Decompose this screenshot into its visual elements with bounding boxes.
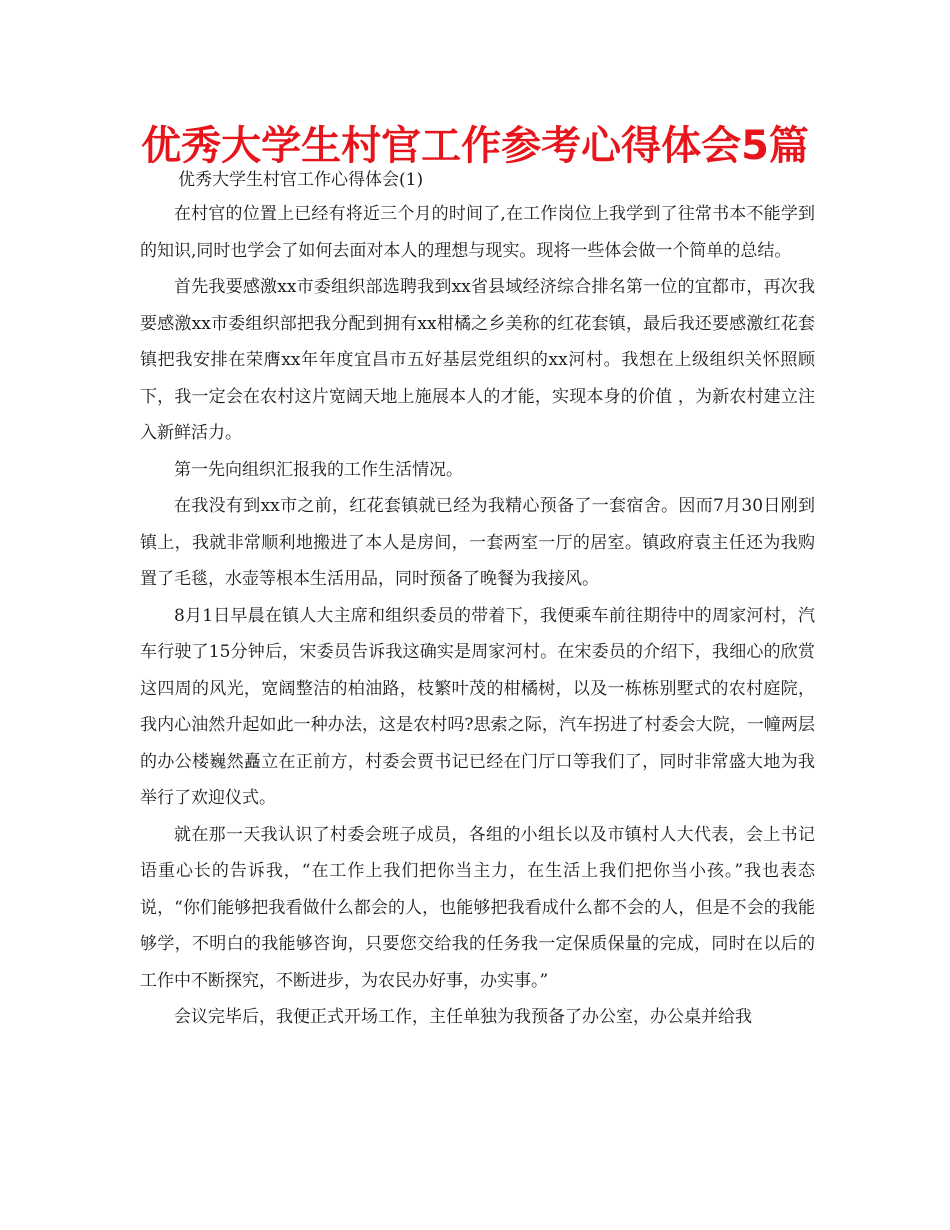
paragraph-2: 首先我要感激xx市委组织部选聘我到xx省县域经济综合排名第一位的宜都市，再次我要感激xx市委组织部把我分配到拥有xx柑橘之乡美称的红花套镇，最后我还要感激红花套镇把我安排在荣膺xx年年度宜昌市五好基层党组织的xx河村。我想在上级组织关怀照顾下，我一定会在农村这片宽阔天地上施展本人的才能，实现本身的价值 ，为新农村建立注入新鲜活力。 bbox=[140, 277, 815, 443]
paragraph-3: 第一先向组织汇报我的工作生活情况。 bbox=[174, 459, 463, 480]
paragraph-1: 在村官的位置上已经有将近三个月的时间了,在工作岗位上我学到了往常书本不能学到的知识,同时也学会了如何去面对本人的理想与现实。现将一些体会做一个简单的总结。 bbox=[140, 204, 815, 261]
document-subtitle: 优秀大学生村官工作心得体会(1) bbox=[178, 170, 424, 190]
paragraph-6: 就在那一天我认识了村委会班子成员，各组的小组长以及市镇村人大代表，会上书记语重心长的告诉我，“在工作上我们把你当主力，在生活上我们把你当小孩。”我也表态说，“你们能够把我看做什么都会的人，也能够把我看成什么都不会的人，但是不会的我能够学，不明白的我能够咨询，只要您交给我的任务我一定保质保量的完成，同时在以后的工作中不断探究，不断进步，为农民办好事，办实事。” bbox=[140, 824, 815, 991]
document-body bbox=[140, 196, 815, 1036]
paragraph-4: 在我没有到xx市之前，红花套镇就已经为我精心预备了一套宿舍。因而7月30日刚到镇上，我就非常顺利地搬进了本人是房间，一套两室一厅的居室。镇政府袁主任还为我购置了毛毯，水壶等根本生活用品，同时预备了晚餐为我接风。 bbox=[140, 496, 815, 589]
paragraph-7: 会议完毕后，我便正式开场工作，主任单独为我预备了办公室，办公桌并给我 bbox=[174, 1007, 752, 1027]
document-title: 优秀大学生村官工作参考心得体会5篇 bbox=[141, 123, 809, 169]
paragraph-5: 8月1日早晨在镇人大主席和组织委员的带着下，我便乘车前往期待中的周家河村，汽车行驶了15分钟后，宋委员告诉我这确实是周家河村。在宋委员的介绍下，我细心的欣赏这四周的风光，宽阔整洁的柏油路，枝繁叶茂的柑橘树，以及一栋栋别墅式的农村庭院，我内心油然升起如此一种办法，这是农村吗?思索之际，汽车拐进了村委会大院，一幢两层的办公楼巍然矗立在正前方，村委会贾书记已经在门厅口等我们了，同时非常盛大地为我举行了欢迎仪式。 bbox=[140, 605, 815, 808]
